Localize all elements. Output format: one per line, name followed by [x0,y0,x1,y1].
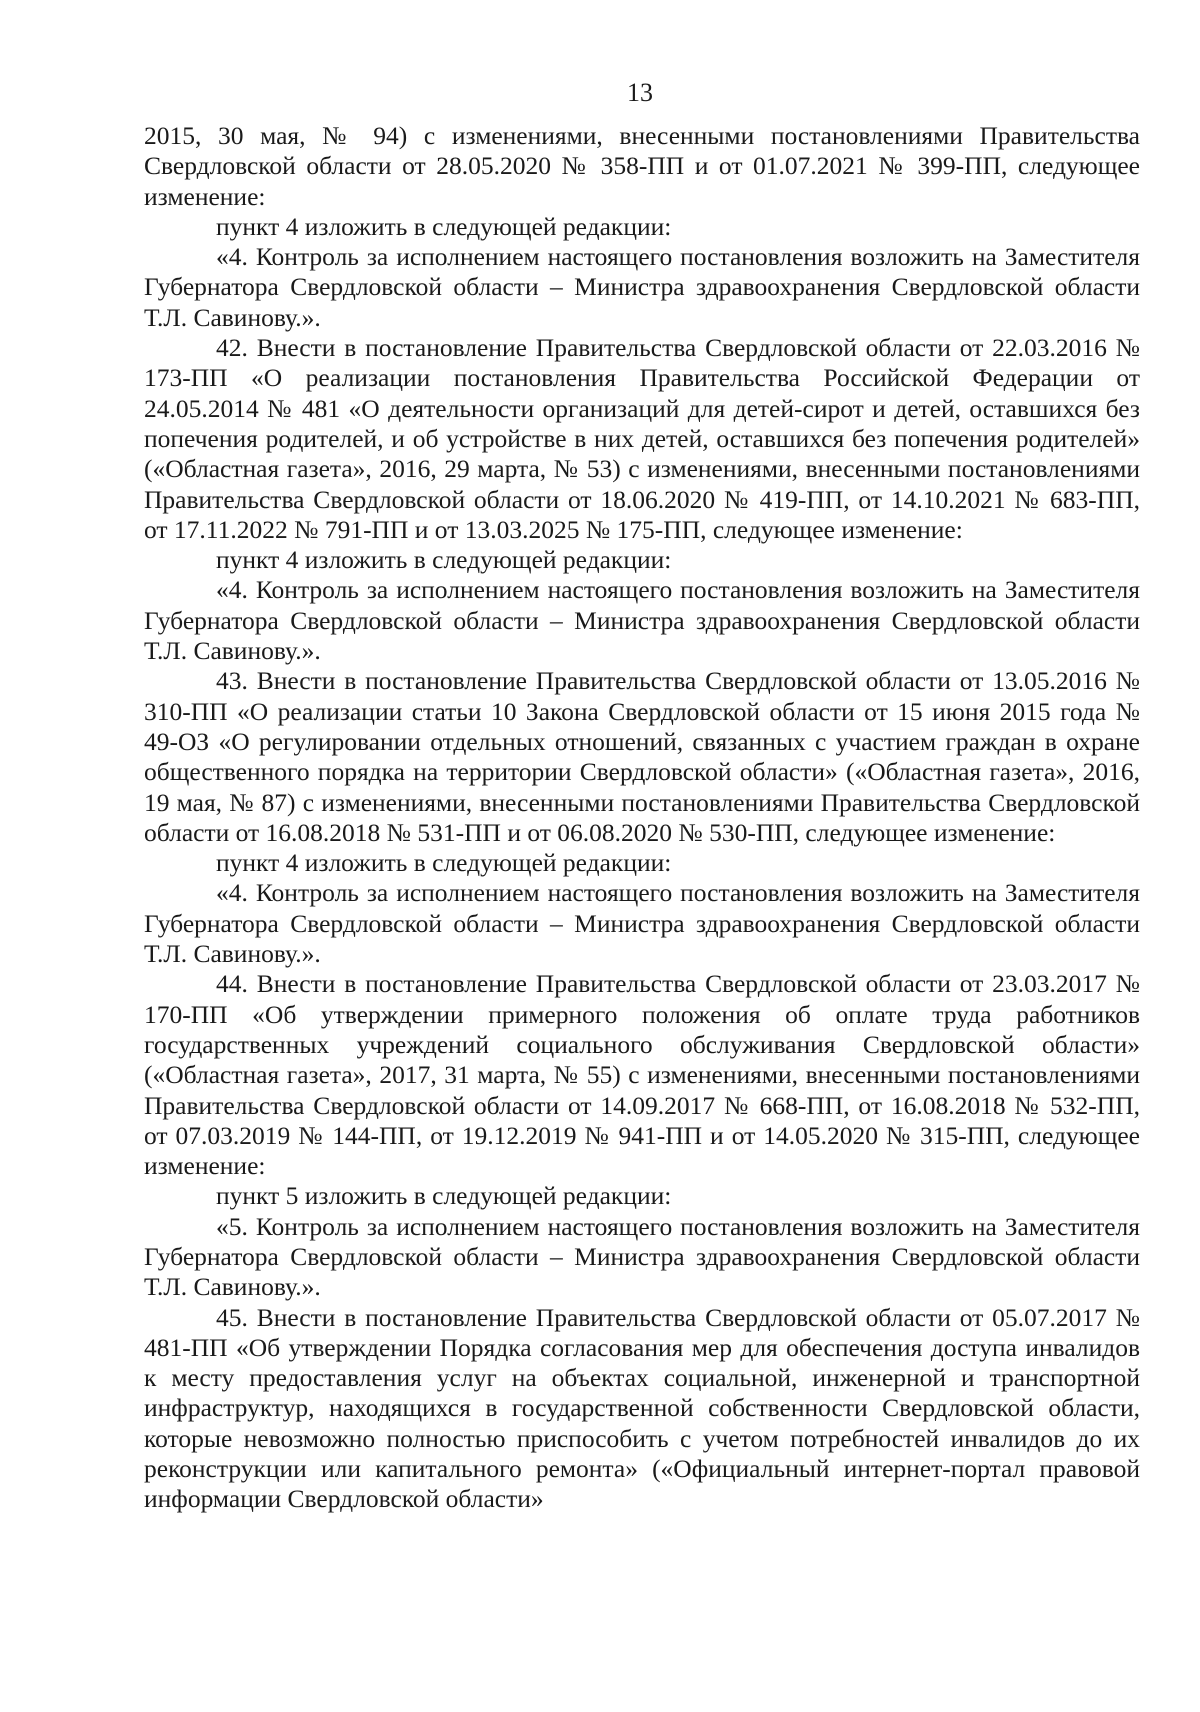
paragraph-quoted-clause: «5. Контроль за исполнением настоящего постановления возложить на Заместителя Губернатора Свердловской области – Министра здравоохранения Свердловской области Т.Л. Савинову.». [144,1211,1140,1302]
document-body [144,121,1140,1515]
paragraph-quoted-clause: «4. Контроль за исполнением настоящего постановления возложить на Заместителя Губернатора Свердловской области – Министра здравоохранения Свердловской области Т.Л. Савинову.». [144,575,1140,666]
paragraph-instruction: пункт 4 изложить в следующей редакции: [216,848,672,878]
paragraph-quoted-clause: «4. Контроль за исполнением настоящего постановления возложить на Заместителя Губернатора Свердловской области – Министра здравоохранения Свердловской области Т.Л. Савинову.». [144,878,1140,969]
page-number: 13 [627,78,653,107]
paragraph-item-42: 42. Внести в постановление Правительства Свердловской области от 22.03.2016 № 173-ПП «О реализации постановления Правительства Российской Федерации от 24.05.2014 № 481 «О деятельности организаций для детей-сирот и детей, оставшихся без попечения родителей, и об устройстве в них детей, оставшихся без попечения родителей» («Областная газета», 2016, 29 марта, № 53) с изменениями, внесенными постановлениями Правительства Свердловской области от 18.06.2020 № 419-ПП, от 14.10.2021 № 683-ПП, от 17.11.2022 № 791-ПП и от 13.03.2025 № 175-ПП, следующее изменение: [144,333,1140,544]
paragraph-item-44: 44. Внести в постановление Правительства Свердловской области от 23.03.2017 № 170-ПП «Об утверждении примерного положения об оплате труда работников государственных учреждений социального обслуживания Свердловской области» («Областная газета», 2017, 31 марта, № 55) с изменениями, внесенными постановлениями Правительства Свердловской области от 14.09.2017 № 668-ПП, от 16.08.2018 № 532-ПП, от 07.03.2019 № 144-ПП, от 19.12.2019 № 941-ПП и от 14.05.2020 № 315-ПП, следующее изменение: [144,969,1140,1181]
paragraph-item-43: 43. Внести в постановление Правительства Свердловской области от 13.05.2016 № 310-ПП «О реализации статьи 10 Закона Свердловской области от 15 июня 2015 года № 49-ОЗ «О регулировании отдельных отношений, связанных с участием граждан в охране общественного порядка на территории Свердловской области» («Областная газета», 2016, 19 мая, № 87) с изменениями, внесенными постановлениями Правительства Свердловской области от 16.08.2018 № 531-ПП и от 06.08.2020 № 530-ПП, следующее изменение: [144,666,1140,847]
paragraph-item-45: 45. Внести в постановление Правительства Свердловской области от 05.07.2017 № 481-ПП «Об утверждении Порядка согласования мер для обеспечения доступа инвалидов к месту предоставления услуг на объектах социальной, инженерной и транспортной инфраструктур, находящихся в государственной собственности Свердловской области, которые невозможно полностью приспособить с учетом потребностей инвалидов до их реконструкции или капитального ремонта» («Официальный интернет-портал правовой информации Свердловской области» [144,1302,1140,1514]
paragraph-instruction: пункт 4 изложить в следующей редакции: [216,545,672,575]
paragraph-instruction: пункт 5 изложить в следующей редакции: [216,1181,672,1211]
paragraph-continuation: 2015, 30 мая, № 94) с изменениями, внесенными постановлениями Правительства Свердловской области от 28.05.2020 № 358-ПП и от 01.07.2021 № 399-ПП, следующее изменение: [144,121,1140,211]
paragraph-quoted-clause: «4. Контроль за исполнением настоящего постановления возложить на Заместителя Губернатора Свердловской области – Министра здравоохранения Свердловской области Т.Л. Савинову.». [144,242,1140,332]
paragraph-instruction: пункт 4 изложить в следующей редакции: [216,211,672,241]
